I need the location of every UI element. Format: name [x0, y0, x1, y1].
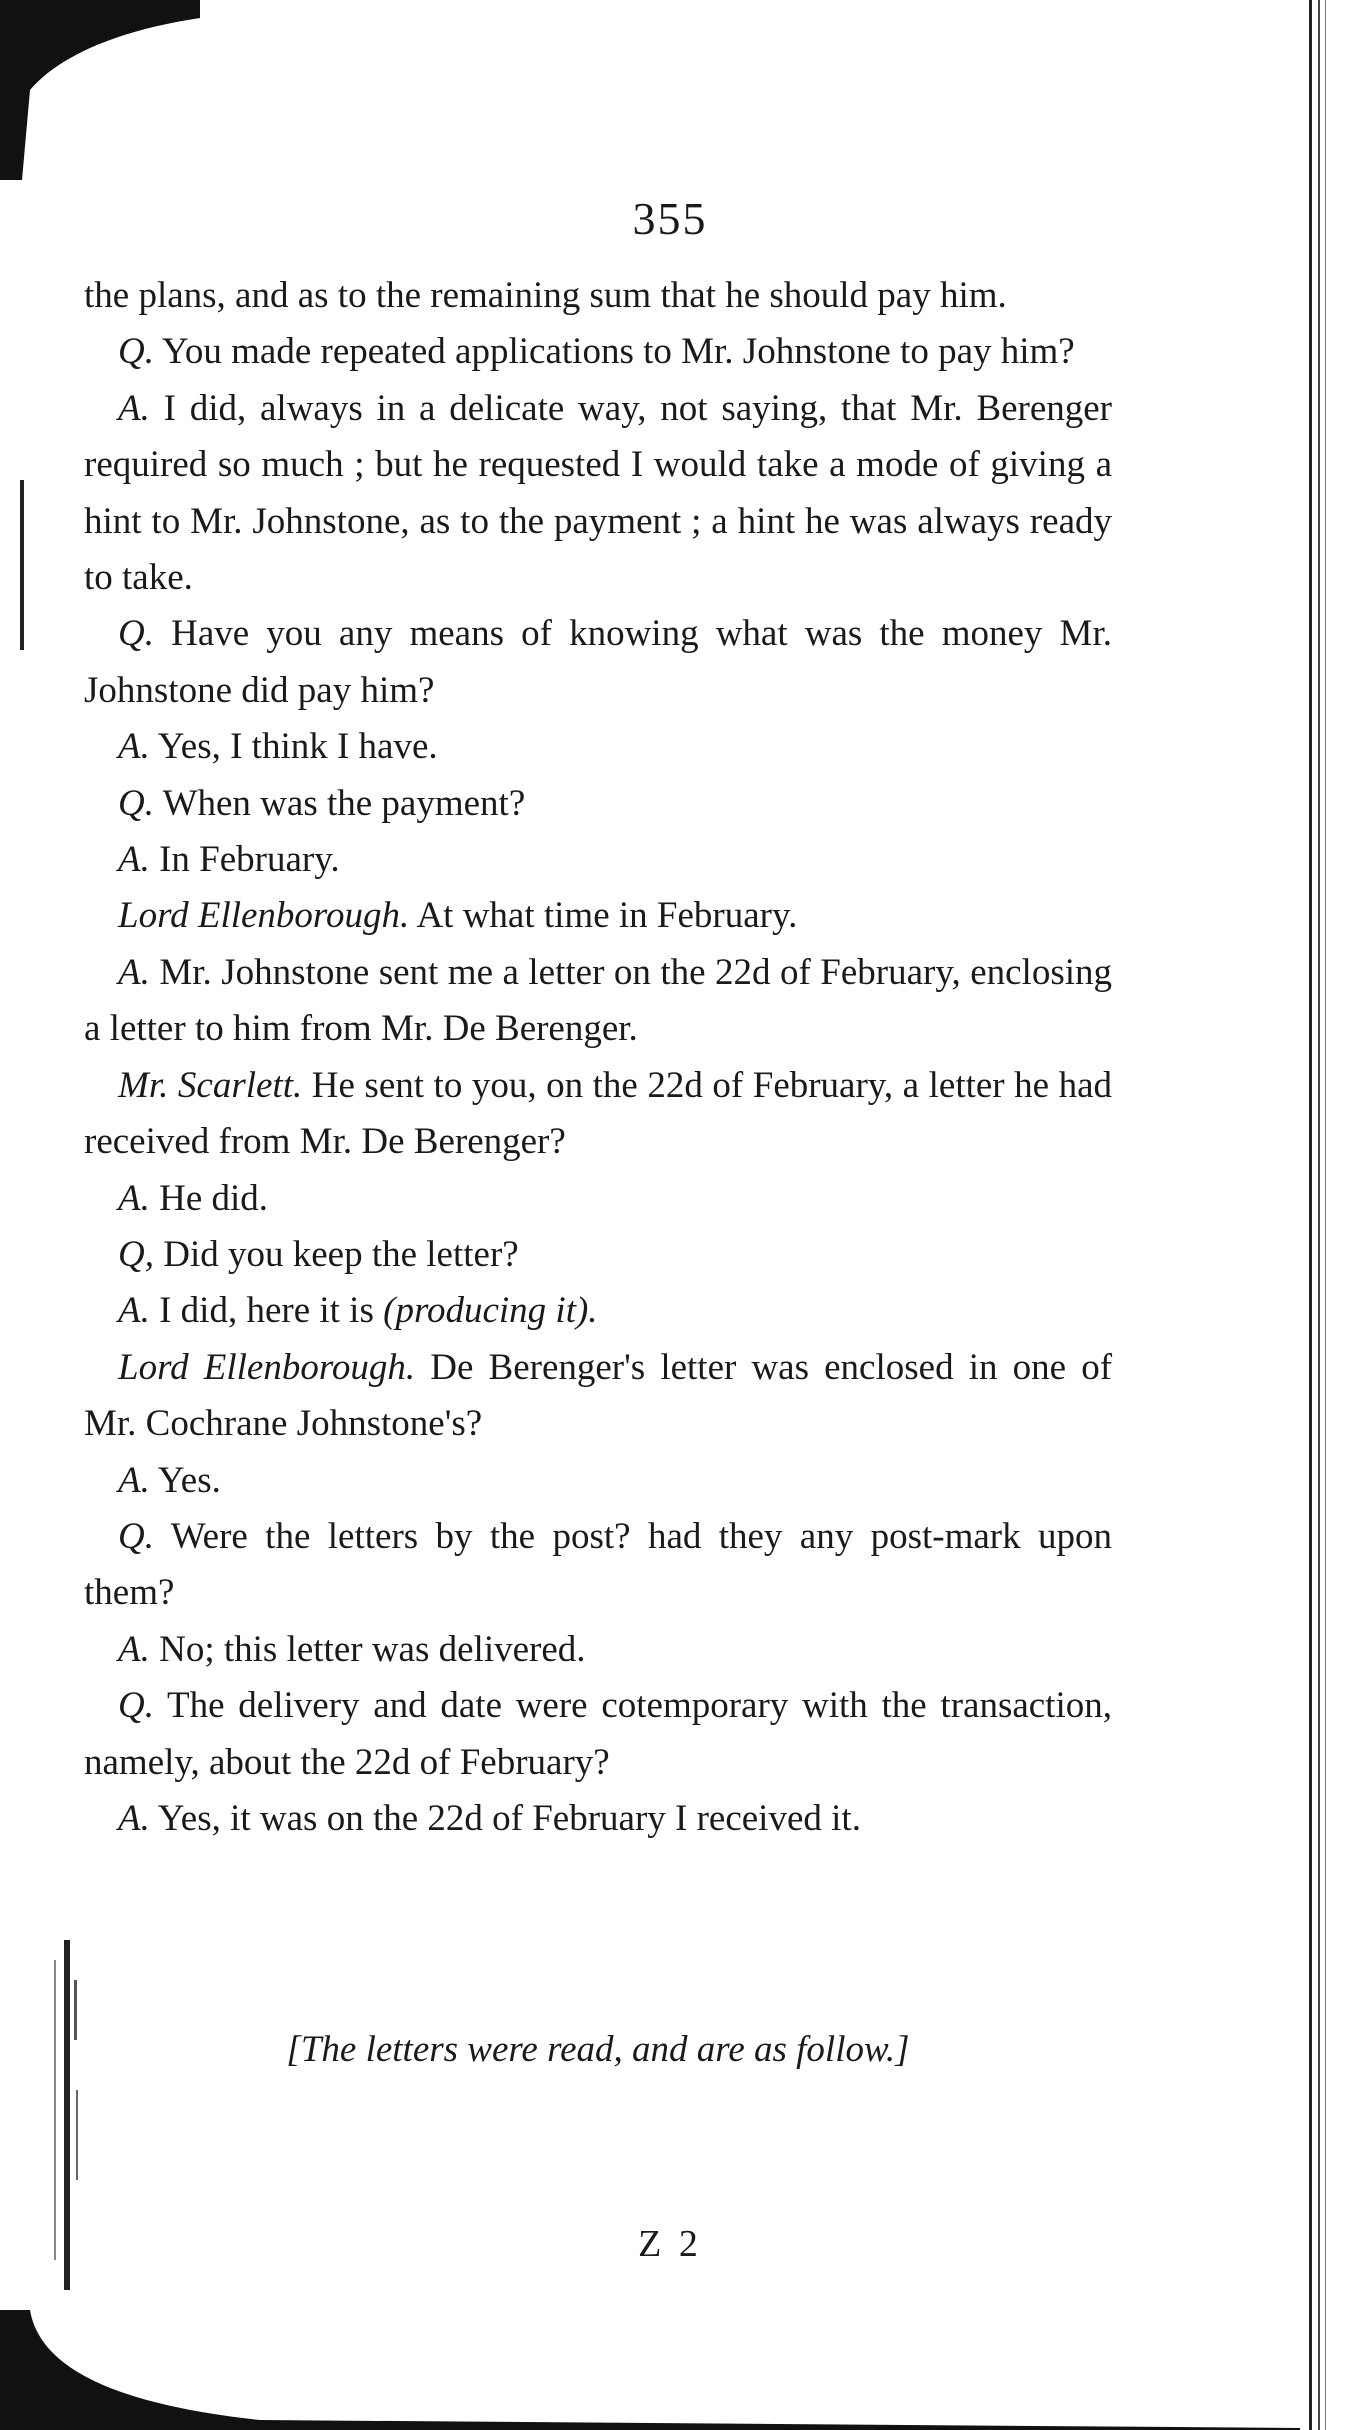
speaker-label: A. — [118, 726, 150, 768]
paragraph-text: He sent to you, on the 22d of February, a letter he had received from Mr. De Berenger? — [84, 1064, 1113, 1163]
paragraph — [84, 324, 1112, 380]
speaker-label: Q. — [118, 1685, 154, 1727]
speaker-label: Q. — [118, 782, 154, 824]
paragraph-text: Have you any means of knowing what was the money Mr. Johnstone did pay him? — [84, 613, 1112, 711]
speaker-label: Q. — [118, 613, 154, 655]
speaker-label: Q. — [118, 331, 154, 373]
binding-edge-line — [1309, 0, 1312, 2430]
speaker-label: A. — [118, 1290, 150, 1332]
paragraph-text: No; this letter was delivered. — [159, 1628, 586, 1670]
paragraph — [84, 1791, 1112, 1847]
paragraph-text: In February. — [159, 839, 340, 881]
paragraph — [84, 1453, 1112, 1509]
speaker-label: Lord Ellenborough. — [118, 1346, 416, 1388]
paragraph — [84, 268, 1112, 324]
paragraph — [84, 381, 1112, 607]
scan-bottom-shadow — [0, 2310, 1348, 2430]
paragraph — [84, 719, 1112, 775]
paragraph-text: Mr. Johnstone sent me a letter on the 22d of February, enclosing a letter to him from Mr. De Berenger. — [84, 951, 1112, 1050]
editorial-note: [The letters were read, and are as follow.] — [286, 2029, 910, 2070]
paragraph-text: Yes, it was on the 22d of February I received it. — [157, 1797, 861, 1839]
paragraph — [84, 1509, 1112, 1622]
paragraph — [84, 888, 1112, 944]
speaker-label: A. — [118, 1459, 150, 1501]
paragraph — [84, 832, 1112, 888]
paragraph — [84, 1227, 1112, 1283]
binding-edge-line — [1325, 0, 1326, 2430]
margin-mark — [20, 480, 24, 650]
speaker-label: Lord Ellenborough. — [118, 895, 410, 937]
speaker-label: Mr. Scarlett. — [118, 1064, 303, 1106]
speaker-label: A. — [118, 1797, 150, 1839]
paragraph-text: De Berenger's letter was enclosed in one of Mr. Cochrane Johnstone's? — [84, 1346, 1113, 1445]
paragraph — [84, 1283, 1112, 1339]
paragraph-text: When was the payment? — [162, 782, 526, 824]
paragraph — [84, 776, 1112, 832]
paragraph-text: Did you keep the letter? — [163, 1233, 519, 1275]
scan-corner-shadow — [0, 0, 200, 180]
page-number: 355 — [632, 193, 708, 244]
speaker-label: Q. — [118, 1515, 154, 1557]
speaker-label: A. — [118, 839, 150, 881]
paragraph-text: At what time in February. — [416, 895, 798, 937]
paragraph-text: I did, here it is — [159, 1290, 374, 1332]
stage-direction: (producing it). — [383, 1290, 598, 1332]
paragraph-text: Were the letters by the post? had they any post-mark upon them? — [84, 1515, 1112, 1614]
paragraph-text: Yes, I think I have. — [157, 726, 438, 768]
speaker-label: A. — [118, 951, 150, 993]
signature-mark: Z 2 — [638, 2223, 702, 2265]
paragraph — [84, 1622, 1112, 1678]
paragraph — [84, 1340, 1112, 1453]
paragraph-text: You made repeated applications to Mr. Johnstone to pay him? — [161, 331, 1075, 373]
paragraph — [84, 945, 1112, 1058]
binding-edge-line — [1318, 0, 1320, 2430]
speaker-label: A. — [118, 387, 150, 429]
paragraph-text: Yes. — [157, 1459, 221, 1501]
paragraph-text: The delivery and date were cotemporary with the transaction, namely, about the 22d of February? — [84, 1685, 1112, 1783]
paragraph — [84, 606, 1112, 719]
paragraph-text: He did. — [159, 1177, 269, 1219]
paragraph-text: I did, always in a delicate way, not saying, that Mr. Berenger required so much ; but he requested I would take a mode of giving a hint to Mr. Johnstone, as to the payment ; a hint he was always ready to take. — [84, 387, 1112, 599]
speaker-label: A. — [118, 1628, 150, 1670]
paragraph — [84, 1171, 1112, 1227]
body-text — [84, 268, 1112, 1847]
paragraph-text: the plans, and as to the remaining sum that he should pay him. — [84, 275, 1007, 316]
speaker-label: A. — [118, 1177, 150, 1219]
paragraph — [84, 1678, 1112, 1791]
paragraph — [84, 1058, 1112, 1171]
speaker-label: Q, — [118, 1233, 154, 1275]
